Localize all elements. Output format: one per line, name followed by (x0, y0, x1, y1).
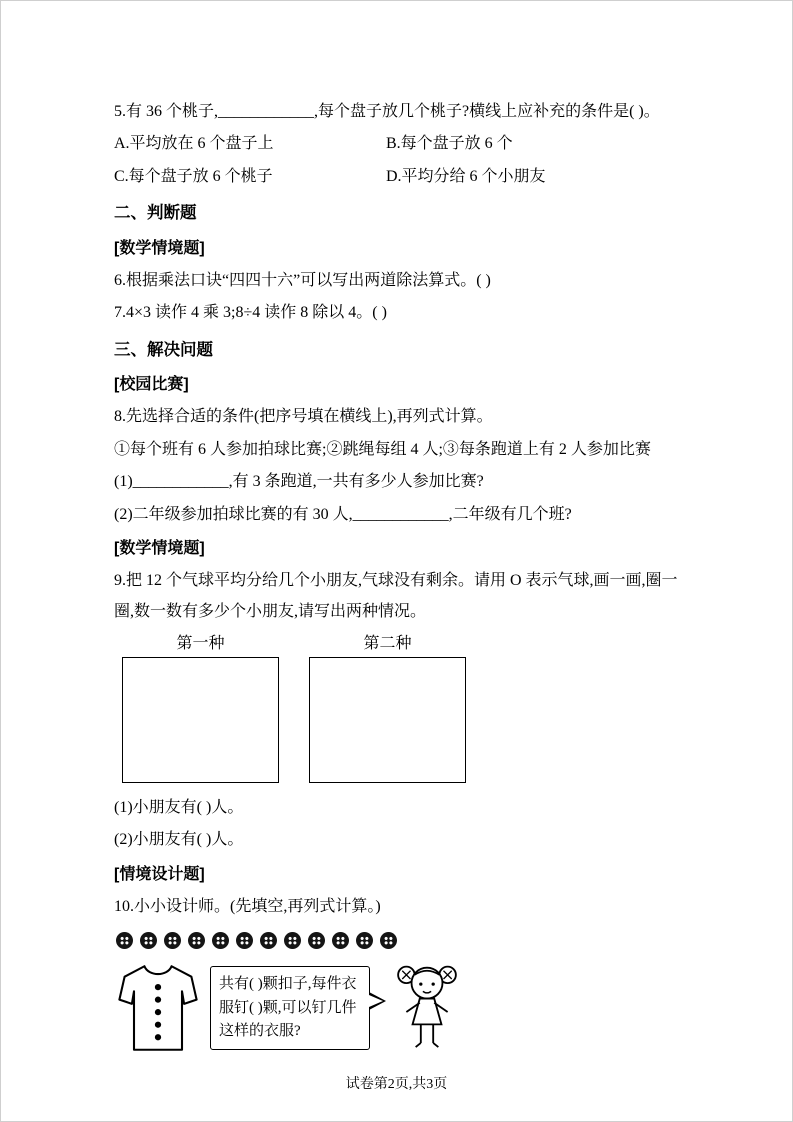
button-icon (260, 932, 277, 949)
question-5: 5.有 36 个桃子,____________,每个盘子放几个桃子?横线上应补充的条件是( )。 (114, 103, 660, 120)
option-c: C.每个盘子放 6 个桃子 (114, 167, 273, 185)
section-3-heading: 三、解决问题 (114, 340, 213, 359)
option-a: A.平均放在 6 个盘子上 (114, 135, 274, 153)
girl-icon (394, 960, 460, 1064)
option-b: B.每个盘子放 6 个 (386, 135, 513, 153)
section-2-tag: [数学情境题] (114, 239, 205, 257)
question-10: 10.小小设计师。(先填空,再列式计算。) (114, 897, 381, 915)
speech-bubble-text: 共有( )颗扣子,每件衣服钉( )颗,可以钉几件这样的衣服? (210, 966, 370, 1050)
question-9-part-1: (1)小朋友有( )人。 (114, 798, 244, 816)
option-d: D.平均分给 6 个小朋友 (386, 167, 546, 185)
shirt-icon (116, 960, 200, 1056)
answer-box-2-label: 第二种 (363, 635, 412, 653)
buttons-row (116, 930, 684, 950)
answer-box-1-label: 第一种 (176, 635, 225, 653)
question-7: 7.4×3 读作 4 乘 3;8÷4 读作 8 除以 4。( ) (114, 304, 387, 322)
button-icon (164, 932, 181, 949)
question-6: 6.根据乘法口诀“四四十六”可以写出两道除法算式。( ) (114, 271, 491, 289)
answer-box-group-2 (309, 631, 466, 783)
question-8-tag: [校园比赛] (114, 376, 189, 394)
question-9: 9.把 12 个气球平均分给几个小朋友,气球没有剩余。请用 O 表示气球,画一画,圈一圈,数一数有多少个小朋友,请写出两种情况。 (114, 572, 678, 620)
question-10-illustration (116, 960, 684, 1064)
question-8-conditions: ①每个班有 6 人参加拍球比赛;②跳绳每组 4 人;③每条跑道上有 2 人参加比赛 (114, 440, 651, 458)
answer-box-1 (122, 657, 279, 783)
button-icon (308, 932, 325, 949)
question-9-part-2: (2)小朋友有( )人。 (114, 831, 244, 849)
question-5-options-row-2 (114, 162, 684, 192)
page-footer: 试卷第2页,共3页 (345, 1077, 448, 1092)
question-9-tag: [数学情境题] (114, 539, 205, 557)
question-10-tag: [情境设计题] (114, 865, 205, 883)
section-2-heading: 二、判断题 (114, 204, 197, 223)
button-icon (332, 932, 349, 949)
speech-bubble (210, 966, 370, 1050)
page-content (114, 97, 684, 1064)
answer-box-2 (309, 657, 466, 783)
button-icon (188, 932, 205, 949)
question-5-options-row-1 (114, 129, 684, 159)
button-icon (236, 932, 253, 949)
button-icon (284, 932, 301, 949)
question-9-answer-boxes (122, 631, 684, 783)
button-icon (116, 932, 133, 949)
question-8-part-2: (2)二年级参加拍球比赛的有 30 人,____________,二年级有几个班? (114, 505, 572, 523)
button-icon (140, 932, 157, 949)
button-icon (212, 932, 229, 949)
button-icon (380, 932, 397, 949)
question-8-part-1: (1)____________,有 3 条跑道,一共有多少人参加比赛? (114, 473, 484, 491)
question-8: 8.先选择合适的条件(把序号填在横线上),再列式计算。 (114, 408, 493, 426)
button-icon (356, 932, 373, 949)
answer-box-group-1 (122, 631, 279, 783)
